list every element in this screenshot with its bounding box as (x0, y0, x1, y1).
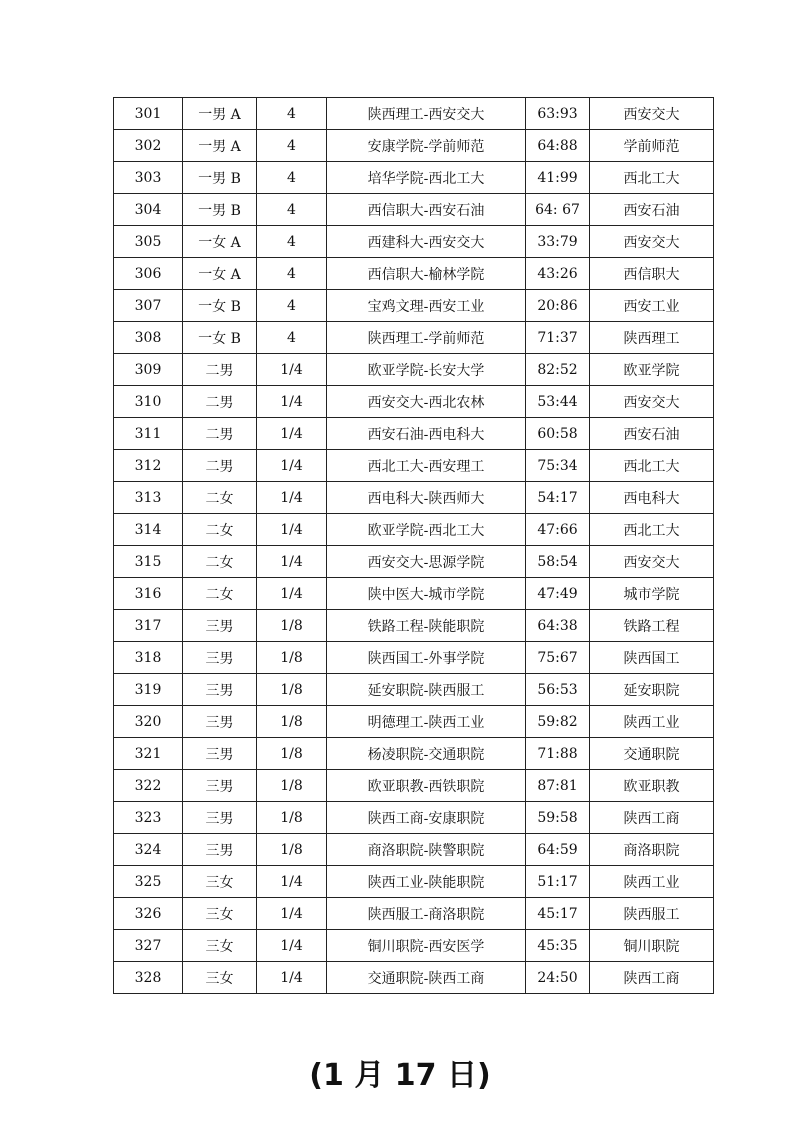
round-cell: 1/8 (257, 642, 327, 674)
table-row (114, 482, 714, 514)
winner-cell: 陕西工业 (590, 706, 714, 738)
winner-cell: 陕西服工 (590, 898, 714, 930)
group-cell: 三女 (183, 962, 257, 994)
winner-cell: 陕西理工 (590, 322, 714, 354)
game-number-cell: 319 (114, 674, 183, 706)
round-cell: 1/4 (257, 866, 327, 898)
winner-cell: 交通职院 (590, 738, 714, 770)
table-row (114, 930, 714, 962)
round-cell: 1/4 (257, 962, 327, 994)
score-cell: 63:93 (526, 98, 590, 130)
group-cell: 三男 (183, 802, 257, 834)
table-row (114, 738, 714, 770)
group-cell: 三男 (183, 706, 257, 738)
table-row (114, 706, 714, 738)
matchup-cell: 陕中医大-城市学院 (327, 578, 526, 610)
table-row (114, 130, 714, 162)
game-number-cell: 307 (114, 290, 183, 322)
round-cell: 4 (257, 130, 327, 162)
group-cell: 一男 B (183, 162, 257, 194)
matchup-cell: 铁路工程-陕能职院 (327, 610, 526, 642)
game-number-cell: 308 (114, 322, 183, 354)
game-number-cell: 326 (114, 898, 183, 930)
group-cell: 三男 (183, 738, 257, 770)
score-cell: 20:86 (526, 290, 590, 322)
round-cell: 1/8 (257, 610, 327, 642)
table-row (114, 802, 714, 834)
round-cell: 1/4 (257, 930, 327, 962)
matchup-cell: 陕西理工-学前师范 (327, 322, 526, 354)
winner-cell: 西北工大 (590, 162, 714, 194)
score-cell: 47:49 (526, 578, 590, 610)
winner-cell: 学前师范 (590, 130, 714, 162)
winner-cell: 延安职院 (590, 674, 714, 706)
game-number-cell: 305 (114, 226, 183, 258)
group-cell: 一女 B (183, 290, 257, 322)
results-body (114, 98, 714, 994)
table-row (114, 98, 714, 130)
matchup-cell: 明德理工-陕西工业 (327, 706, 526, 738)
game-number-cell: 314 (114, 514, 183, 546)
table-row (114, 258, 714, 290)
score-cell: 82:52 (526, 354, 590, 386)
winner-cell: 陕西工商 (590, 962, 714, 994)
round-cell: 1/4 (257, 482, 327, 514)
round-cell: 1/8 (257, 738, 327, 770)
group-cell: 一女 A (183, 258, 257, 290)
game-number-cell: 306 (114, 258, 183, 290)
group-cell: 二女 (183, 514, 257, 546)
winner-cell: 西北工大 (590, 450, 714, 482)
matchup-cell: 欧亚职教-西铁职院 (327, 770, 526, 802)
round-cell: 4 (257, 290, 327, 322)
matchup-cell: 商洛职院-陕警职院 (327, 834, 526, 866)
group-cell: 三女 (183, 930, 257, 962)
round-cell: 1/4 (257, 514, 327, 546)
game-number-cell: 310 (114, 386, 183, 418)
game-number-cell: 328 (114, 962, 183, 994)
game-number-cell: 317 (114, 610, 183, 642)
game-number-cell: 323 (114, 802, 183, 834)
matchup-cell: 交通职院-陕西工商 (327, 962, 526, 994)
group-cell: 一女 A (183, 226, 257, 258)
table-row (114, 866, 714, 898)
score-cell: 47:66 (526, 514, 590, 546)
matchup-cell: 安康学院-学前师范 (327, 130, 526, 162)
game-number-cell: 315 (114, 546, 183, 578)
winner-cell: 西安交大 (590, 386, 714, 418)
game-number-cell: 303 (114, 162, 183, 194)
round-cell: 1/4 (257, 578, 327, 610)
matchup-cell: 西信职大-榆林学院 (327, 258, 526, 290)
score-cell: 43:26 (526, 258, 590, 290)
date-heading: (1 月 17 日) (309, 1058, 491, 1093)
matchup-cell: 培华学院-西北工大 (327, 162, 526, 194)
score-cell: 33:79 (526, 226, 590, 258)
table-row (114, 834, 714, 866)
group-cell: 三男 (183, 834, 257, 866)
group-cell: 二男 (183, 354, 257, 386)
winner-cell: 西电科大 (590, 482, 714, 514)
group-cell: 一男 A (183, 130, 257, 162)
winner-cell: 铜川职院 (590, 930, 714, 962)
matchup-cell: 杨凌职院-交通职院 (327, 738, 526, 770)
score-cell: 45:17 (526, 898, 590, 930)
group-cell: 三男 (183, 770, 257, 802)
matchup-cell: 西北工大-西安理工 (327, 450, 526, 482)
table-row (114, 354, 714, 386)
score-cell: 71:88 (526, 738, 590, 770)
table-row (114, 770, 714, 802)
matchup-cell: 欧亚学院-西北工大 (327, 514, 526, 546)
score-cell: 64: 67 (526, 194, 590, 226)
group-cell: 三男 (183, 674, 257, 706)
table-row (114, 578, 714, 610)
group-cell: 二男 (183, 418, 257, 450)
game-number-cell: 322 (114, 770, 183, 802)
round-cell: 1/8 (257, 834, 327, 866)
matchup-cell: 西建科大-西安交大 (327, 226, 526, 258)
matchup-cell: 西安交大-西北农林 (327, 386, 526, 418)
score-cell: 51:17 (526, 866, 590, 898)
score-cell: 58:54 (526, 546, 590, 578)
game-number-cell: 316 (114, 578, 183, 610)
matchup-cell: 西安交大-思源学院 (327, 546, 526, 578)
group-cell: 三男 (183, 610, 257, 642)
game-number-cell: 327 (114, 930, 183, 962)
table-row (114, 546, 714, 578)
score-cell: 60:58 (526, 418, 590, 450)
group-cell: 二女 (183, 482, 257, 514)
game-number-cell: 325 (114, 866, 183, 898)
group-cell: 一女 B (183, 322, 257, 354)
round-cell: 4 (257, 98, 327, 130)
winner-cell: 铁路工程 (590, 610, 714, 642)
score-cell: 64:38 (526, 610, 590, 642)
table-row (114, 226, 714, 258)
score-cell: 56:53 (526, 674, 590, 706)
matchup-cell: 西安石油-西电科大 (327, 418, 526, 450)
table-row (114, 962, 714, 994)
winner-cell: 欧亚职教 (590, 770, 714, 802)
winner-cell: 西安交大 (590, 546, 714, 578)
table-row (114, 898, 714, 930)
game-number-cell: 324 (114, 834, 183, 866)
results-table (113, 97, 714, 994)
winner-cell: 西安石油 (590, 418, 714, 450)
group-cell: 二男 (183, 386, 257, 418)
matchup-cell: 铜川职院-西安医学 (327, 930, 526, 962)
winner-cell: 西安交大 (590, 226, 714, 258)
round-cell: 4 (257, 322, 327, 354)
table-row (114, 642, 714, 674)
matchup-cell: 延安职院-陕西服工 (327, 674, 526, 706)
round-cell: 4 (257, 194, 327, 226)
winner-cell: 商洛职院 (590, 834, 714, 866)
table-row (114, 322, 714, 354)
score-cell: 75:67 (526, 642, 590, 674)
group-cell: 三男 (183, 642, 257, 674)
game-number-cell: 320 (114, 706, 183, 738)
group-cell: 二男 (183, 450, 257, 482)
matchup-cell: 陕西服工-商洛职院 (327, 898, 526, 930)
game-number-cell: 321 (114, 738, 183, 770)
game-number-cell: 313 (114, 482, 183, 514)
matchup-cell: 陕西国工-外事学院 (327, 642, 526, 674)
matchup-cell: 宝鸡文理-西安工业 (327, 290, 526, 322)
score-cell: 53:44 (526, 386, 590, 418)
score-cell: 54:17 (526, 482, 590, 514)
matchup-cell: 欧亚学院-长安大学 (327, 354, 526, 386)
game-number-cell: 318 (114, 642, 183, 674)
game-number-cell: 309 (114, 354, 183, 386)
game-number-cell: 304 (114, 194, 183, 226)
table-row (114, 194, 714, 226)
game-number-cell: 302 (114, 130, 183, 162)
winner-cell: 陕西工业 (590, 866, 714, 898)
matchup-cell: 陕西理工-西安交大 (327, 98, 526, 130)
table-row (114, 610, 714, 642)
group-cell: 三女 (183, 898, 257, 930)
round-cell: 1/8 (257, 802, 327, 834)
group-cell: 一男 A (183, 98, 257, 130)
winner-cell: 城市学院 (590, 578, 714, 610)
round-cell: 1/8 (257, 770, 327, 802)
score-cell: 71:37 (526, 322, 590, 354)
table-row (114, 290, 714, 322)
score-cell: 59:58 (526, 802, 590, 834)
round-cell: 1/8 (257, 706, 327, 738)
matchup-cell: 西电科大-陕西师大 (327, 482, 526, 514)
group-cell: 一男 B (183, 194, 257, 226)
score-cell: 64:59 (526, 834, 590, 866)
table-row (114, 674, 714, 706)
matchup-cell: 陕西工商-安康职院 (327, 802, 526, 834)
score-cell: 45:35 (526, 930, 590, 962)
round-cell: 1/4 (257, 386, 327, 418)
group-cell: 二女 (183, 578, 257, 610)
winner-cell: 欧亚学院 (590, 354, 714, 386)
table-row (114, 386, 714, 418)
game-number-cell: 312 (114, 450, 183, 482)
table-row (114, 162, 714, 194)
table-row (114, 418, 714, 450)
winner-cell: 西信职大 (590, 258, 714, 290)
winner-cell: 西安工业 (590, 290, 714, 322)
score-cell: 75:34 (526, 450, 590, 482)
score-cell: 64:88 (526, 130, 590, 162)
round-cell: 4 (257, 226, 327, 258)
game-number-cell: 301 (114, 98, 183, 130)
score-cell: 87:81 (526, 770, 590, 802)
round-cell: 1/4 (257, 418, 327, 450)
table-row (114, 450, 714, 482)
winner-cell: 陕西国工 (590, 642, 714, 674)
score-cell: 41:99 (526, 162, 590, 194)
matchup-cell: 西信职大-西安石油 (327, 194, 526, 226)
round-cell: 1/4 (257, 546, 327, 578)
round-cell: 1/4 (257, 898, 327, 930)
score-cell: 59:82 (526, 706, 590, 738)
group-cell: 三女 (183, 866, 257, 898)
round-cell: 1/4 (257, 450, 327, 482)
score-cell: 24:50 (526, 962, 590, 994)
round-cell: 1/8 (257, 674, 327, 706)
round-cell: 4 (257, 162, 327, 194)
game-number-cell: 311 (114, 418, 183, 450)
group-cell: 二女 (183, 546, 257, 578)
matchup-cell: 陕西工业-陕能职院 (327, 866, 526, 898)
winner-cell: 陕西工商 (590, 802, 714, 834)
round-cell: 4 (257, 258, 327, 290)
winner-cell: 西北工大 (590, 514, 714, 546)
round-cell: 1/4 (257, 354, 327, 386)
winner-cell: 西安石油 (590, 194, 714, 226)
table-row (114, 514, 714, 546)
winner-cell: 西安交大 (590, 98, 714, 130)
